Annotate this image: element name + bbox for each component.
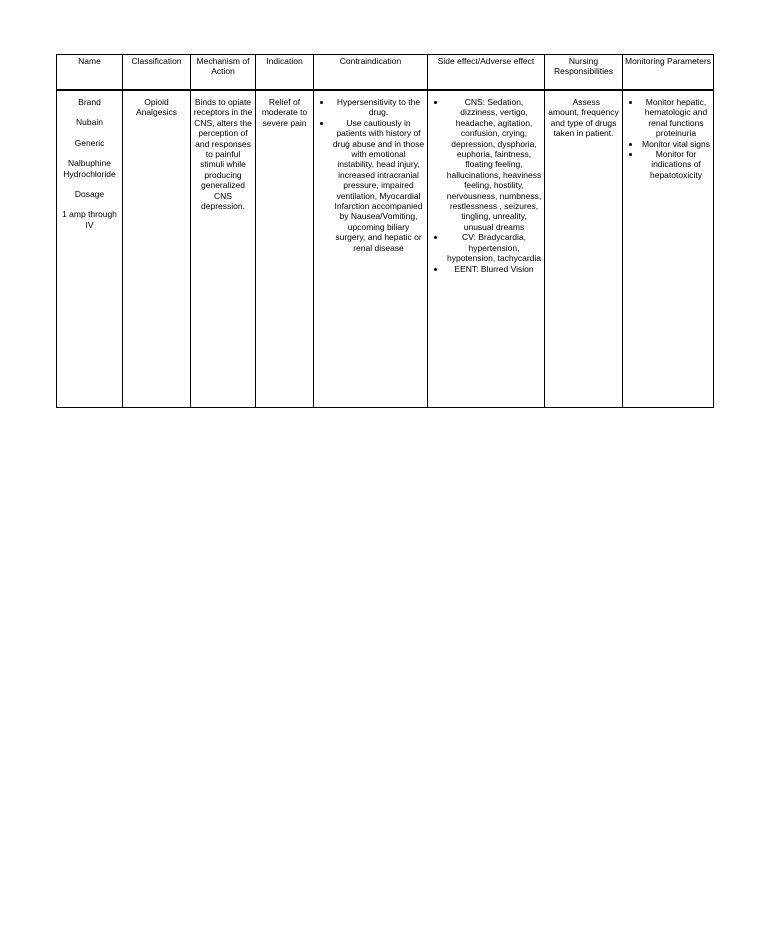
monitoring-item: • Monitor hepatic, hematologic and renal functions proteinuria	[641, 97, 711, 139]
header-classification: Classification	[123, 55, 191, 91]
header-row	[57, 55, 714, 91]
side-effects-cell	[428, 90, 545, 408]
monitoring-item: • Monitor vital signs	[641, 139, 711, 149]
indication-cell: Relief of moderate to severe pain	[256, 90, 314, 408]
contraindication-cell	[314, 90, 428, 408]
brand-value: Nubain	[76, 117, 103, 128]
dosage-label: Dosage	[74, 189, 105, 200]
header-side-effects: Side effect/Adverse effect	[428, 55, 545, 91]
brand-label: Brand	[78, 97, 101, 107]
dosage-value: 1 amp through IV	[62, 209, 117, 230]
side-effect-item: • CV: Bradycardia, hypertension, hypotension, tachycardia	[446, 232, 542, 263]
drug-study-table	[56, 54, 714, 408]
contraindication-item: • Hypersensitivity to the drug.	[332, 97, 425, 118]
side-effect-item: • CNS: Sedation, dizziness, vertigo, headache, agitation, confusion, crying, depression, dysphoria, euphoria, faintness, floating feeling, hallucinations, heaviness feeling, hostility, nervousness, numbness, restlessness , seizures, tingling, unreality, unusual dreams	[446, 97, 542, 232]
side-effect-item: • EENT: Blurred Vision	[446, 264, 542, 274]
header-monitoring: Monitoring Parameters	[623, 55, 714, 91]
header-contraindication: Contraindication	[314, 55, 428, 91]
header-name: Name	[57, 55, 123, 91]
mechanism-cell: Binds to opiate receptors in the CNS, alters the perception of and responses to painful stimuli while producing generalized CNS depression.	[191, 90, 256, 408]
header-mechanism: Mechanism of Action	[191, 55, 256, 91]
name-cell	[57, 90, 123, 408]
monitoring-item: • Monitor for indications of hepatotoxicity	[641, 149, 711, 180]
nursing-rest: amount, frequency and type of drugs taken in patient.	[548, 107, 619, 139]
header-nursing: Nursing Responsibilities	[545, 55, 623, 91]
contraindication-item: • Use cautiously in patients with history of drug abuse and in those with emotional instability, head injury, increased intracranial pressure, impaired ventilation, Myocardial Infarction accompanied by Nausea/Vomiting, upcoming biliary surgery, and hepatic or renal disease	[332, 118, 425, 253]
generic-label: Generic	[74, 137, 105, 148]
nursing-cell	[545, 90, 623, 408]
generic-value: Nalbuphine Hydrochloride	[63, 158, 116, 179]
drug-row	[57, 90, 714, 408]
header-indication: Indication	[256, 55, 314, 91]
classification-cell: Opioid Analgesics	[123, 90, 191, 408]
monitoring-cell	[623, 90, 714, 408]
nursing-first-word: Assess	[572, 97, 600, 107]
